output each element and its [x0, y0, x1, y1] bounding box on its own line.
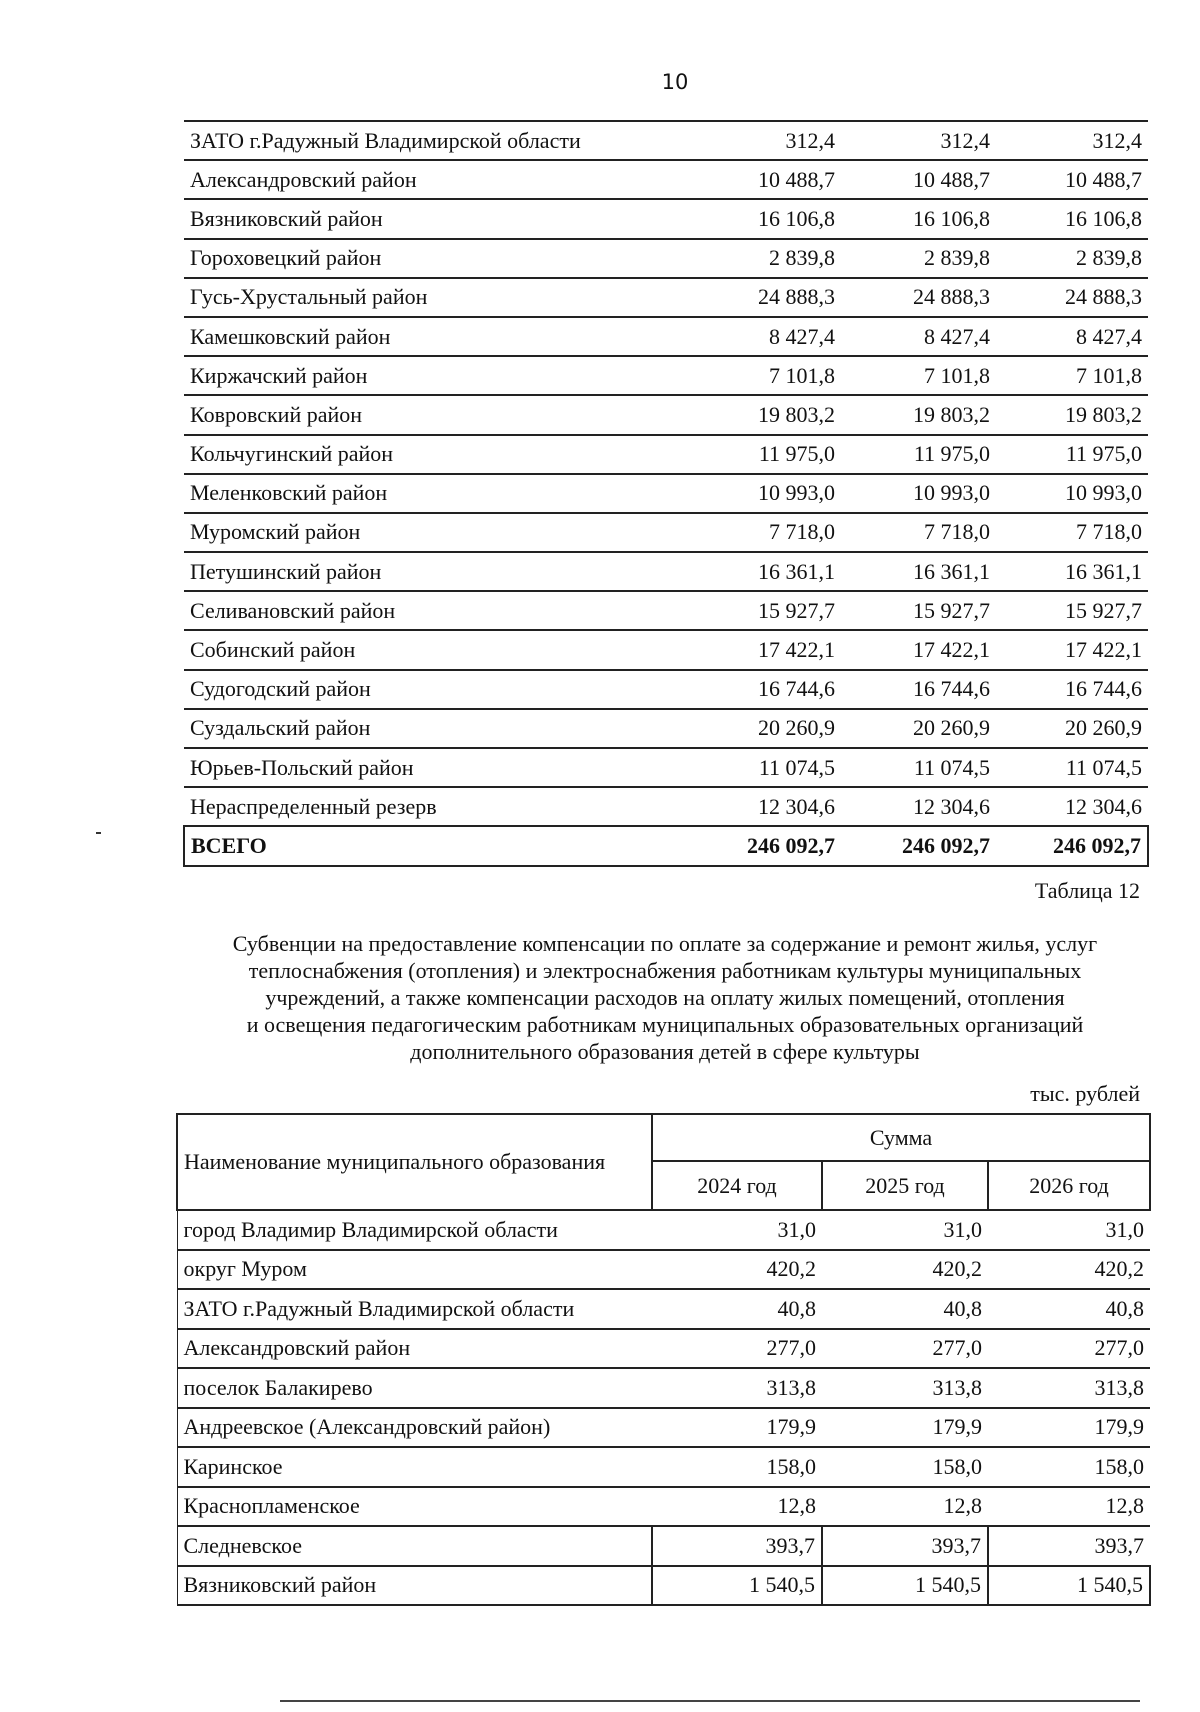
cell-municipality: Гороховецкий район: [184, 239, 689, 278]
cell-municipality: Собинский район: [184, 630, 689, 669]
cell-2025: 15 927,7: [841, 591, 996, 630]
cell-2024: 158,0: [652, 1447, 822, 1487]
table-row: [184, 513, 1148, 552]
cell-municipality: город Владимир Владимирской области: [177, 1210, 652, 1250]
total-2026: 246 092,7: [996, 826, 1148, 865]
cell-municipality: Александровский район: [184, 160, 689, 199]
table-row: [177, 1329, 1150, 1369]
table-row: [184, 395, 1148, 434]
cell-2026: 10 993,0: [996, 474, 1148, 513]
cell-2025: 2 839,8: [841, 239, 996, 278]
cell-municipality: Краснопламенское: [177, 1487, 652, 1527]
cell-2026: 420,2: [988, 1250, 1150, 1290]
cell-2026: 16 361,1: [996, 552, 1148, 591]
cell-2024: 12,8: [652, 1487, 822, 1527]
cell-2025: 12 304,6: [841, 787, 996, 826]
cell-2026: 16 106,8: [996, 199, 1148, 238]
cell-municipality: Вязниковский район: [177, 1566, 652, 1606]
cell-2025: 8 427,4: [841, 317, 996, 356]
column-header-2026: 2026 год: [988, 1161, 1150, 1210]
cell-2025: 11 074,5: [841, 748, 996, 787]
cell-2025: 277,0: [822, 1329, 988, 1369]
cell-2025: 1 540,5: [822, 1566, 988, 1606]
cell-2026: 12 304,6: [996, 787, 1148, 826]
table-row: [184, 356, 1148, 395]
cell-2024: 19 803,2: [689, 395, 841, 434]
bottom-rule: [280, 1700, 1140, 1702]
cell-2024: 17 422,1: [689, 630, 841, 669]
cell-2026: 277,0: [988, 1329, 1150, 1369]
cell-2024: 24 888,3: [689, 278, 841, 317]
table-row: [184, 239, 1148, 278]
table-row: [184, 474, 1148, 513]
cell-2024: 10 488,7: [689, 160, 841, 199]
cell-2026: 7 718,0: [996, 513, 1148, 552]
table-title: [180, 930, 1150, 1065]
cell-2026: 31,0: [988, 1210, 1150, 1250]
cell-2025: 17 422,1: [841, 630, 996, 669]
table-row: [184, 670, 1148, 709]
cell-municipality: Александровский район: [177, 1329, 652, 1369]
table-row: [177, 1210, 1150, 1250]
cell-municipality: Каринское: [177, 1447, 652, 1487]
cell-2024: 2 839,8: [689, 239, 841, 278]
cell-municipality: Следневское: [177, 1526, 652, 1566]
cell-municipality: Камешковский район: [184, 317, 689, 356]
cell-municipality: Андреевское (Александровский район): [177, 1408, 652, 1448]
cell-2026: 16 744,6: [996, 670, 1148, 709]
cell-municipality: поселок Балакирево: [177, 1368, 652, 1408]
cell-2026: 15 927,7: [996, 591, 1148, 630]
table-title-line: теплоснабжения (отопления) и электроснабжения работникам культуры муниципальных: [248, 958, 1082, 983]
cell-2025: 7 101,8: [841, 356, 996, 395]
cell-2024: 420,2: [652, 1250, 822, 1290]
cell-2024: 12 304,6: [689, 787, 841, 826]
column-header-sum: Сумма: [652, 1114, 1150, 1161]
total-row: [184, 826, 1148, 865]
cell-municipality: Кольчугинский район: [184, 435, 689, 474]
compensation-table: [176, 1113, 1151, 1606]
page-number: 10: [661, 70, 689, 94]
cell-municipality: Меленковский район: [184, 474, 689, 513]
cell-2025: 16 744,6: [841, 670, 996, 709]
cell-2026: 313,8: [988, 1368, 1150, 1408]
cell-2026: 17 422,1: [996, 630, 1148, 669]
cell-2026: 179,9: [988, 1408, 1150, 1448]
table-row: [177, 1487, 1150, 1527]
cell-2025: 24 888,3: [841, 278, 996, 317]
table-row: [177, 1566, 1150, 1606]
table-row: [177, 1250, 1150, 1290]
cell-2024: 7 718,0: [689, 513, 841, 552]
cell-2026: 19 803,2: [996, 395, 1148, 434]
cell-2024: 312,4: [689, 121, 841, 160]
cell-2026: 1 540,5: [988, 1566, 1150, 1606]
table-title-line: Субвенции на предоставление компенсации по оплате за содержание и ремонт жилья, услуг: [232, 931, 1098, 956]
cell-municipality: Судогодский район: [184, 670, 689, 709]
cell-municipality: Юрьев-Польский район: [184, 748, 689, 787]
cell-2025: 40,8: [822, 1289, 988, 1329]
cell-municipality: округ Муром: [177, 1250, 652, 1290]
table-row: [177, 1408, 1150, 1448]
cell-2024: 11 975,0: [689, 435, 841, 474]
cell-2025: 10 488,7: [841, 160, 996, 199]
cell-2026: 158,0: [988, 1447, 1150, 1487]
table-row: [184, 748, 1148, 787]
cell-2024: 11 074,5: [689, 748, 841, 787]
cell-municipality: Нераспределенный резерв: [184, 787, 689, 826]
cell-2024: 16 106,8: [689, 199, 841, 238]
cell-2024: 10 993,0: [689, 474, 841, 513]
table-row: [184, 278, 1148, 317]
cell-2024: 7 101,8: [689, 356, 841, 395]
total-2024: 246 092,7: [689, 826, 841, 865]
cell-2024: 1 540,5: [652, 1566, 822, 1606]
cell-2024: 31,0: [652, 1210, 822, 1250]
cell-2024: 393,7: [652, 1526, 822, 1566]
table-row: [184, 787, 1148, 826]
table-row: [184, 552, 1148, 591]
cell-2025: 19 803,2: [841, 395, 996, 434]
cell-2026: 11 975,0: [996, 435, 1148, 474]
table-row: [184, 317, 1148, 356]
cell-municipality: Вязниковский район: [184, 199, 689, 238]
table-title-line: дополнительного образования детей в сфере культуры: [410, 1039, 920, 1064]
cell-municipality: Гусь-Хрустальный район: [184, 278, 689, 317]
cell-municipality: Киржачский район: [184, 356, 689, 395]
table-row: [184, 121, 1148, 160]
table-row: [184, 709, 1148, 748]
cell-2025: 313,8: [822, 1368, 988, 1408]
total-2025: 246 092,7: [841, 826, 996, 865]
table-row: [184, 160, 1148, 199]
cell-2026: 312,4: [996, 121, 1148, 160]
table-row: [177, 1289, 1150, 1329]
cell-2025: 420,2: [822, 1250, 988, 1290]
table-row: [184, 199, 1148, 238]
column-header-2024: 2024 год: [652, 1161, 822, 1210]
cell-2024: 16 361,1: [689, 552, 841, 591]
cell-2025: 312,4: [841, 121, 996, 160]
cell-2024: 15 927,7: [689, 591, 841, 630]
cell-2026: 8 427,4: [996, 317, 1148, 356]
cell-2024: 40,8: [652, 1289, 822, 1329]
cell-2025: 158,0: [822, 1447, 988, 1487]
table-label: Таблица 12: [1034, 878, 1140, 903]
cell-municipality: Селивановский район: [184, 591, 689, 630]
cell-2024: 20 260,9: [689, 709, 841, 748]
distribution-table-continued: [183, 120, 1149, 867]
cell-2024: 179,9: [652, 1408, 822, 1448]
table-row: [184, 630, 1148, 669]
cell-2024: 277,0: [652, 1329, 822, 1369]
column-header-name: Наименование муниципального образования: [177, 1114, 652, 1210]
cell-municipality: ЗАТО г.Радужный Владимирской области: [177, 1289, 652, 1329]
cell-2026: 7 101,8: [996, 356, 1148, 395]
column-header-2025: 2025 год: [822, 1161, 988, 1210]
cell-2024: 8 427,4: [689, 317, 841, 356]
table-title-line: и освещения педагогическим работникам муниципальных образовательных организаций: [246, 1012, 1084, 1037]
table-row: [184, 435, 1148, 474]
cell-municipality: Суздальский район: [184, 709, 689, 748]
cell-2024: 313,8: [652, 1368, 822, 1408]
table-row: [177, 1526, 1150, 1566]
cell-2026: 10 488,7: [996, 160, 1148, 199]
cell-2026: 40,8: [988, 1289, 1150, 1329]
cell-municipality: Муромский район: [184, 513, 689, 552]
cell-2026: 2 839,8: [996, 239, 1148, 278]
cell-municipality: Петушинский район: [184, 552, 689, 591]
cell-2025: 11 975,0: [841, 435, 996, 474]
cell-2025: 7 718,0: [841, 513, 996, 552]
cell-2026: 393,7: [988, 1526, 1150, 1566]
cell-2026: 12,8: [988, 1487, 1150, 1527]
cell-2025: 393,7: [822, 1526, 988, 1566]
cell-2024: 16 744,6: [689, 670, 841, 709]
cell-2025: 16 361,1: [841, 552, 996, 591]
cell-2025: 16 106,8: [841, 199, 996, 238]
cell-2025: 10 993,0: [841, 474, 996, 513]
cell-2026: 24 888,3: [996, 278, 1148, 317]
cell-2026: 11 074,5: [996, 748, 1148, 787]
table-row: [177, 1447, 1150, 1487]
margin-mark: [96, 832, 101, 834]
cell-2025: 31,0: [822, 1210, 988, 1250]
total-label: ВСЕГО: [184, 826, 689, 865]
table-row: [184, 591, 1148, 630]
cell-municipality: Ковровский район: [184, 395, 689, 434]
cell-2025: 12,8: [822, 1487, 988, 1527]
cell-2025: 179,9: [822, 1408, 988, 1448]
table-row: [177, 1368, 1150, 1408]
units-label: тыс. рублей: [1030, 1081, 1140, 1106]
cell-municipality: ЗАТО г.Радужный Владимирской области: [184, 121, 689, 160]
cell-2025: 20 260,9: [841, 709, 996, 748]
table-title-line: учреждений, а также компенсации расходов на оплату жилых помещений, отопления: [265, 985, 1065, 1010]
cell-2026: 20 260,9: [996, 709, 1148, 748]
